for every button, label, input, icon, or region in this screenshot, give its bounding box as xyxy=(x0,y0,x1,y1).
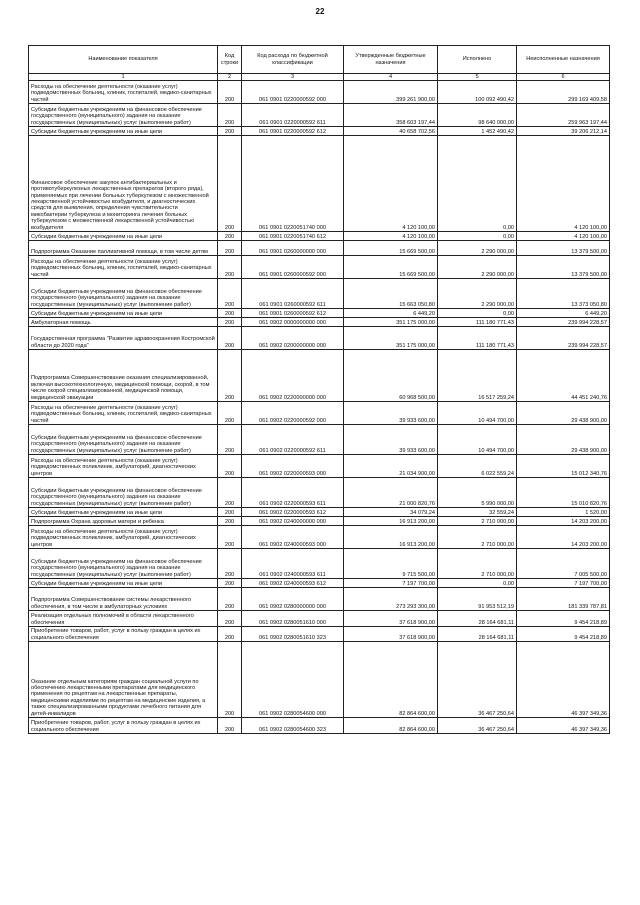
row-unexecuted-cell: 239 994 228,57 xyxy=(517,318,610,327)
row-unexecuted-cell: 14 203 200,00 xyxy=(517,526,610,549)
row-name-cell: Оказание отдельным категориям граждан социальной услуги по обеспечению лекарственными препаратами для медицинского применения по рецептам на лекарственные препараты, медицинскими изделиями по рецептам на медицинские изделия, а также специализированными продуктами лечебного питания для детей-инвалидов xyxy=(29,642,218,718)
row-name-cell: Расходы на обеспечение деятельности (оказание услуг) подведомственных больниц, клиник, госпиталей, медико-санитарных частей xyxy=(29,256,218,279)
row-unexecuted-cell: 39 206 212,14 xyxy=(517,127,610,136)
row-executed-cell: 2 710 000,00 xyxy=(438,517,517,526)
row-budget-code-cell: 061 0901 0220000592 612 xyxy=(242,127,344,136)
table-row xyxy=(29,241,610,256)
row-line-code-cell: 200 xyxy=(218,256,242,279)
row-name-cell: Подпрограмма Совершенствование системы лекарственного обеспечения, в том числе в амбулаторных условиях xyxy=(29,588,218,611)
row-budget-code-cell: 061 0902 0220000592 000 xyxy=(242,402,344,425)
row-line-code-cell: 200 xyxy=(218,136,242,232)
row-budget-code-cell: 061 0901 0220051740 000 xyxy=(242,136,344,232)
row-executed-cell: 0,00 xyxy=(438,232,517,241)
row-name-cell: Расходы на обеспечение деятельности (оказание услуг) подведомственных больниц, клиник, госпиталей, медико-санитарных частей xyxy=(29,402,218,425)
row-name-cell: Субсидии бюджетным учреждениям на финансовое обеспечение государственного (муниципального) задания на оказание государственных (муниципальных) услуг (выполнение работ) xyxy=(29,549,218,579)
column-number: 6 xyxy=(517,74,610,81)
row-approved-cell: 351 175 000,00 xyxy=(344,318,438,327)
row-unexecuted-cell: 6 449,20 xyxy=(517,309,610,318)
row-line-code-cell: 200 xyxy=(218,241,242,256)
row-line-code-cell: 200 xyxy=(218,455,242,478)
row-unexecuted-cell: 13 379 500,00 xyxy=(517,256,610,279)
row-name-cell: Приобретение товаров, работ, услуг в пользу граждан в целях их социального обеспечения xyxy=(29,718,218,734)
row-line-code-cell: 200 xyxy=(218,526,242,549)
row-budget-code-cell: 061 0902 0220000000 000 xyxy=(242,350,344,402)
row-line-code-cell: 200 xyxy=(218,579,242,588)
table-row xyxy=(29,526,610,549)
row-budget-code-cell: 061 0902 0240000000 000 xyxy=(242,517,344,526)
row-budget-code-cell: 061 0902 0220000593 000 xyxy=(242,455,344,478)
row-approved-cell: 15 669 500,00 xyxy=(344,241,438,256)
row-budget-code-cell: 061 0902 0220000593 611 xyxy=(242,478,344,508)
row-unexecuted-cell: 259 963 197,44 xyxy=(517,104,610,127)
row-approved-cell: 37 618 900,00 xyxy=(344,627,438,642)
row-name-cell: Подпрограмма Оказание паллиативной помощи, в том числе детям xyxy=(29,241,218,256)
row-executed-cell: 16 517 259,24 xyxy=(438,350,517,402)
row-executed-cell: 5 990 000,00 xyxy=(438,478,517,508)
row-budget-code-cell: 061 0902 0280054600 000 xyxy=(242,642,344,718)
header-executed: Исполнено xyxy=(438,46,517,74)
row-executed-cell: 36 467 250,64 xyxy=(438,642,517,718)
row-budget-code-cell: 061 0902 0280054600 323 xyxy=(242,718,344,734)
row-approved-cell: 21 034 900,00 xyxy=(344,455,438,478)
row-name-cell: Приобретение товаров, работ, услуг в пользу граждан в целях их социального обеспечения xyxy=(29,627,218,642)
table-row xyxy=(29,455,610,478)
row-executed-cell: 111 180 771,43 xyxy=(438,318,517,327)
row-budget-code-cell: 061 0902 0220000593 612 xyxy=(242,508,344,517)
table-row xyxy=(29,549,610,579)
row-executed-cell: 98 640 000,00 xyxy=(438,104,517,127)
row-executed-cell: 0,00 xyxy=(438,579,517,588)
row-name-cell: Субсидии бюджетным учреждениям на иные цели xyxy=(29,508,218,517)
row-line-code-cell: 200 xyxy=(218,318,242,327)
row-approved-cell: 82 864 600,00 xyxy=(344,642,438,718)
row-name-cell: Субсидии бюджетным учреждениям на финансовое обеспечение государственного (муниципального) задания на оказание государственных (муниципальных) услуг (выполнение работ) xyxy=(29,478,218,508)
table-row xyxy=(29,127,610,136)
row-line-code-cell: 200 xyxy=(218,611,242,627)
row-unexecuted-cell: 46 397 349,36 xyxy=(517,642,610,718)
header-indicator-name: Наименование показателя xyxy=(29,46,218,74)
row-approved-cell: 7 197 700,00 xyxy=(344,579,438,588)
row-approved-cell: 4 120 100,00 xyxy=(344,232,438,241)
row-budget-code-cell: 061 0902 0240000593 612 xyxy=(242,579,344,588)
row-executed-cell: 91 953 512,19 xyxy=(438,588,517,611)
table-row xyxy=(29,136,610,232)
row-executed-cell: 2 290 000,00 xyxy=(438,279,517,309)
row-executed-cell: 36 467 250,64 xyxy=(438,718,517,734)
row-unexecuted-cell: 13 373 050,80 xyxy=(517,279,610,309)
table-row xyxy=(29,588,610,611)
table-row xyxy=(29,611,610,627)
row-budget-code-cell: 061 0902 0280051610 000 xyxy=(242,611,344,627)
row-unexecuted-cell: 46 397 349,36 xyxy=(517,718,610,734)
row-unexecuted-cell: 181 339 787,81 xyxy=(517,588,610,611)
table-row xyxy=(29,718,610,734)
table-row xyxy=(29,508,610,517)
row-line-code-cell: 200 xyxy=(218,508,242,517)
row-approved-cell: 21 000 820,76 xyxy=(344,478,438,508)
row-unexecuted-cell: 29 438 900,00 xyxy=(517,402,610,425)
row-executed-cell: 2 710 000,00 xyxy=(438,526,517,549)
header-line-code: Код строки xyxy=(218,46,242,74)
row-name-cell: Субсидии бюджетным учреждениям на иные цели xyxy=(29,309,218,318)
row-unexecuted-cell: 4 120 100,00 xyxy=(517,232,610,241)
row-name-cell: Государственная программа "Развитие здравоохранения Костромской области до 2020 года" xyxy=(29,327,218,350)
column-number: 5 xyxy=(438,74,517,81)
table-header-row xyxy=(29,46,610,74)
column-number: 1 xyxy=(29,74,218,81)
row-approved-cell: 9 715 500,00 xyxy=(344,549,438,579)
row-budget-code-cell: 061 0901 0220000592 000 xyxy=(242,81,344,104)
row-unexecuted-cell: 7 005 500,00 xyxy=(517,549,610,579)
row-line-code-cell: 200 xyxy=(218,627,242,642)
row-executed-cell: 0,00 xyxy=(438,309,517,318)
row-executed-cell: 111 180 771,43 xyxy=(438,327,517,350)
row-executed-cell: 10 494 700,00 xyxy=(438,402,517,425)
row-budget-code-cell: 061 0901 0220051740 612 xyxy=(242,232,344,241)
row-line-code-cell: 200 xyxy=(218,549,242,579)
row-executed-cell: 32 559,24 xyxy=(438,508,517,517)
row-name-cell: Подпрограмма Совершенствование оказания специализированной, включая высокотехнологичную, медицинской помощи, скорой, в том числе скорой специализированной, медицинской помощи, медицинской эвакуации xyxy=(29,350,218,402)
row-unexecuted-cell: 14 203 200,00 xyxy=(517,517,610,526)
row-budget-code-cell: 061 0901 0220000592 611 xyxy=(242,104,344,127)
row-line-code-cell: 200 xyxy=(218,279,242,309)
row-name-cell: Субсидии бюджетным учреждениям на иные цели xyxy=(29,579,218,588)
row-executed-cell: 28 164 681,11 xyxy=(438,611,517,627)
page-number: 22 xyxy=(315,7,325,16)
row-unexecuted-cell: 239 994 228,57 xyxy=(517,327,610,350)
row-approved-cell: 16 913 200,00 xyxy=(344,526,438,549)
table-row xyxy=(29,517,610,526)
row-budget-code-cell: 061 0902 0200000000 000 xyxy=(242,327,344,350)
row-unexecuted-cell: 1 520,00 xyxy=(517,508,610,517)
row-line-code-cell: 200 xyxy=(218,327,242,350)
row-budget-code-cell: 061 0901 0260000592 000 xyxy=(242,256,344,279)
row-approved-cell: 351 175 000,00 xyxy=(344,327,438,350)
row-approved-cell: 6 449,20 xyxy=(344,309,438,318)
row-executed-cell: 10 494 700,00 xyxy=(438,425,517,455)
row-line-code-cell: 200 xyxy=(218,425,242,455)
header-unexecuted: Неисполненные назначения xyxy=(517,46,610,74)
row-name-cell: Финансовое обеспечение закупок антибактериальных и противотуберкулезных лекарственных препаратов (второго ряда), применяемых при лечении больных туберкулезом с множественной лекарственной устойчивостью возбудителя, и диагностических средств для выявления, определения чувствительности микобактерии туберкулеза и мониторинга лечения больных туберкулезом с множественной лекарственной устойчивостью возбудителя xyxy=(29,136,218,232)
table-row xyxy=(29,232,610,241)
table-row xyxy=(29,104,610,127)
row-name-cell: Субсидии бюджетным учреждениям на финансовое обеспечение государственного (муниципального) задания на оказание государственных (муниципальных) услуг (выполнение работ) xyxy=(29,279,218,309)
row-unexecuted-cell: 9 454 218,89 xyxy=(517,611,610,627)
row-approved-cell: 60 968 500,00 xyxy=(344,350,438,402)
column-number: 2 xyxy=(218,74,242,81)
row-budget-code-cell: 061 0901 0260000592 612 xyxy=(242,309,344,318)
row-unexecuted-cell: 29 438 900,00 xyxy=(517,425,610,455)
row-approved-cell: 15 669 500,00 xyxy=(344,256,438,279)
row-budget-code-cell: 061 0901 0260000592 611 xyxy=(242,279,344,309)
row-line-code-cell: 200 xyxy=(218,588,242,611)
row-budget-code-cell: 061 0902 0220000592 611 xyxy=(242,425,344,455)
row-unexecuted-cell: 13 379 500,00 xyxy=(517,241,610,256)
row-line-code-cell: 200 xyxy=(218,81,242,104)
table-row xyxy=(29,579,610,588)
row-approved-cell: 34 079,24 xyxy=(344,508,438,517)
row-approved-cell: 39 933 600,00 xyxy=(344,425,438,455)
row-budget-code-cell: 061 0902 0240000593 611 xyxy=(242,549,344,579)
row-unexecuted-cell: 4 120 100,00 xyxy=(517,136,610,232)
row-executed-cell: 0,00 xyxy=(438,136,517,232)
row-name-cell: Субсидии бюджетным учреждениям на финансовое обеспечение государственного (муниципального) задания на оказание государственных (муниципальных) услуг (выполнение работ) xyxy=(29,104,218,127)
table-row xyxy=(29,81,610,104)
row-approved-cell: 16 913 200,00 xyxy=(344,517,438,526)
table-row xyxy=(29,627,610,642)
header-budget-code: Код расхода по бюджетной классификации xyxy=(242,46,344,74)
row-budget-code-cell: 061 0902 0280051610 323 xyxy=(242,627,344,642)
row-budget-code-cell: 061 0902 0280000000 000 xyxy=(242,588,344,611)
table-row xyxy=(29,425,610,455)
table-row xyxy=(29,309,610,318)
row-line-code-cell: 200 xyxy=(218,718,242,734)
table-row xyxy=(29,318,610,327)
row-line-code-cell: 200 xyxy=(218,127,242,136)
row-approved-cell: 273 293 300,00 xyxy=(344,588,438,611)
row-approved-cell: 399 261 900,00 xyxy=(344,81,438,104)
row-line-code-cell: 200 xyxy=(218,478,242,508)
row-unexecuted-cell: 299 169 409,58 xyxy=(517,81,610,104)
table-row xyxy=(29,478,610,508)
row-approved-cell: 15 663 050,80 xyxy=(344,279,438,309)
row-approved-cell: 4 120 100,00 xyxy=(344,136,438,232)
table-row xyxy=(29,256,610,279)
row-line-code-cell: 200 xyxy=(218,402,242,425)
row-line-code-cell: 200 xyxy=(218,104,242,127)
row-name-cell: Подпрограмма Охрана здоровья матери и ребенка xyxy=(29,517,218,526)
table-row xyxy=(29,327,610,350)
row-approved-cell: 37 618 900,00 xyxy=(344,611,438,627)
row-name-cell: Амбулаторная помощь xyxy=(29,318,218,327)
table-row xyxy=(29,279,610,309)
column-number: 4 xyxy=(344,74,438,81)
row-budget-code-cell: 061 0902 0240000593 000 xyxy=(242,526,344,549)
table-row xyxy=(29,642,610,718)
row-unexecuted-cell: 15 012 340,76 xyxy=(517,455,610,478)
row-approved-cell: 40 658 702,56 xyxy=(344,127,438,136)
row-executed-cell: 2 710 000,00 xyxy=(438,549,517,579)
row-unexecuted-cell: 44 451 240,76 xyxy=(517,350,610,402)
row-line-code-cell: 200 xyxy=(218,232,242,241)
row-line-code-cell: 200 xyxy=(218,309,242,318)
row-budget-code-cell: 061 0902 0000000000 000 xyxy=(242,318,344,327)
row-line-code-cell: 200 xyxy=(218,642,242,718)
row-approved-cell: 39 933 600,00 xyxy=(344,402,438,425)
budget-execution-table xyxy=(28,45,610,734)
row-approved-cell: 358 603 197,44 xyxy=(344,104,438,127)
row-name-cell: Расходы на обеспечение деятельности (оказание услуг) подведомственных поликлиник, амбулаторий, диагностических центров xyxy=(29,455,218,478)
row-unexecuted-cell: 15 010 820,76 xyxy=(517,478,610,508)
row-executed-cell: 100 092 490,42 xyxy=(438,81,517,104)
row-executed-cell: 2 290 000,00 xyxy=(438,256,517,279)
row-approved-cell: 82 864 600,00 xyxy=(344,718,438,734)
table-row xyxy=(29,402,610,425)
row-name-cell: Субсидии бюджетным учреждениям на иные цели xyxy=(29,127,218,136)
column-number: 3 xyxy=(242,74,344,81)
row-unexecuted-cell: 7 197 700,00 xyxy=(517,579,610,588)
row-name-cell: Субсидии бюджетным учреждениям на финансовое обеспечение государственного (муниципального) задания на оказание государственных (муниципальных) услуг (выполнение работ) xyxy=(29,425,218,455)
header-approved: Утвержденные бюджетные назначения xyxy=(344,46,438,74)
row-executed-cell: 1 452 490,42 xyxy=(438,127,517,136)
row-executed-cell: 6 022 559,24 xyxy=(438,455,517,478)
row-line-code-cell: 200 xyxy=(218,350,242,402)
row-name-cell: Расходы на обеспечение деятельности (оказание услуг) подведомственных поликлиник, амбулаторий, диагностических центров xyxy=(29,526,218,549)
column-number-row xyxy=(29,74,610,81)
row-executed-cell: 28 164 681,11 xyxy=(438,627,517,642)
row-budget-code-cell: 061 0901 0260000000 000 xyxy=(242,241,344,256)
row-name-cell: Реализация отдельных полномочий в области лекарственного обеспечения xyxy=(29,611,218,627)
row-unexecuted-cell: 9 454 218,89 xyxy=(517,627,610,642)
table-row xyxy=(29,350,610,402)
row-name-cell: Субсидии бюджетным учреждениям на иные цели xyxy=(29,232,218,241)
row-name-cell: Расходы на обеспечение деятельности (оказание услуг) подведомственных больниц, клиник, госпиталей, медико-санитарных частей xyxy=(29,81,218,104)
row-executed-cell: 2 290 000,00 xyxy=(438,241,517,256)
row-line-code-cell: 200 xyxy=(218,517,242,526)
